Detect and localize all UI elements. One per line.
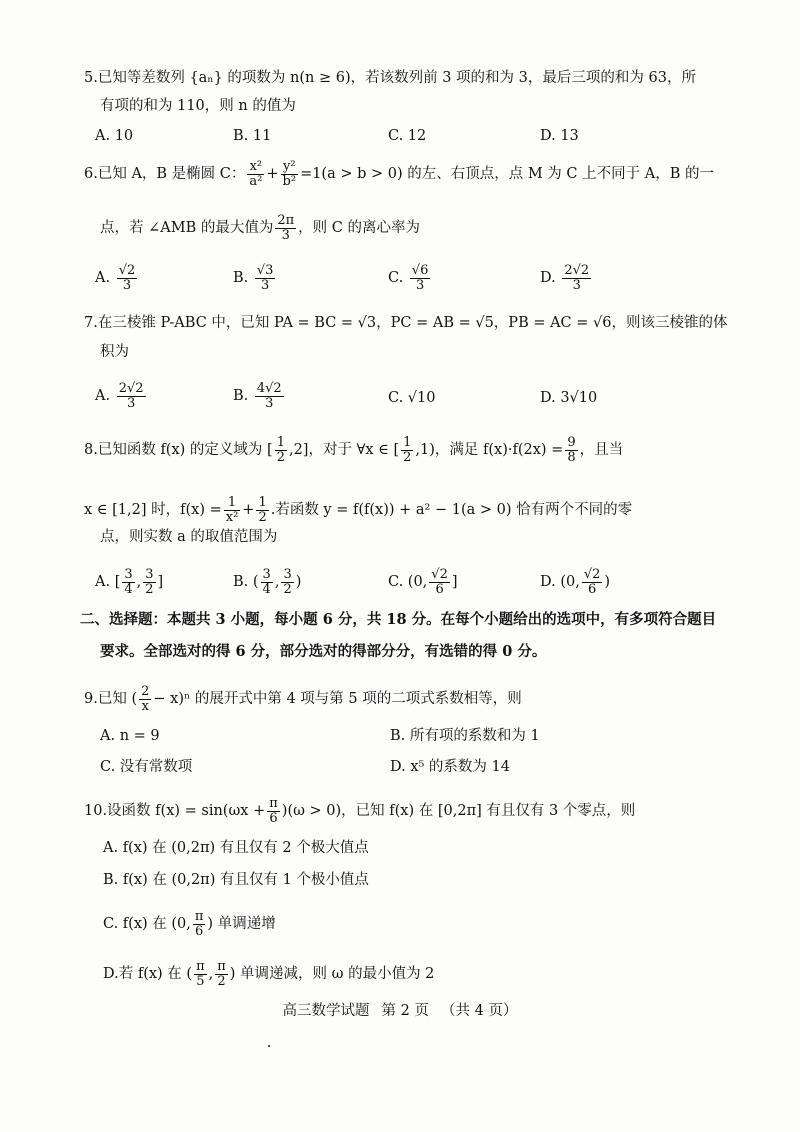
q7-option-d (540, 388, 597, 408)
q6-option-b-num: √3 (256, 263, 274, 278)
q6-option-a-num: √2 (118, 263, 136, 278)
q10-option-d-pre: D.若 f(x) 在 ( (103, 966, 193, 983)
q6-option-d-frac (562, 264, 591, 292)
q8-option-c-frac (429, 568, 450, 596)
q8-option-b-label: B. (233, 574, 249, 591)
footer-page: 第 2 页 (381, 1003, 429, 1019)
q8-nine: 9 (567, 435, 576, 450)
q8-option-c-open: (0, (407, 574, 428, 591)
q9-stem (84, 685, 522, 713)
q8-option-b-frac2 (281, 568, 293, 596)
q6-frac-y-num: y² (281, 160, 299, 175)
q10-option-d-frac2 (215, 960, 228, 988)
q7-option-a (95, 382, 148, 410)
q8-option-c-num: √2 (431, 567, 448, 582)
q5-option-d: D. 13 (540, 128, 579, 144)
q8-option-b-n2: 3 (283, 567, 292, 582)
q5-stem-line1: 5.已知等差数列 {aₙ} 的项数为 n(n ≥ 6)，若该数列前 3 项的和为 3，最后三项的和为 63，所 (84, 70, 696, 86)
q6-option-a-den: 3 (122, 277, 132, 293)
q6-stem-line1 (84, 160, 714, 188)
q10-option-d-d1: 5 (196, 973, 205, 989)
q9-option-c: C. 没有常数项 (100, 759, 193, 775)
q8-option-b-n1: 3 (262, 567, 271, 582)
q8-half-den-3: 2 (258, 509, 267, 525)
q8-option-b-frac1 (261, 568, 273, 596)
q7-option-b-den: 3 (265, 395, 274, 411)
q8-option-a-close: ] (157, 574, 164, 591)
q7-option-b-label: B. (233, 388, 249, 405)
q8-l1c: ,1)，满足 f(x)·f(2x) = (415, 442, 564, 459)
section2-heading-line1: 二、选择题：本题共 3 小题，每小题 6 分，共 18 分。在每个小题给出的选项中，有多项符合题目 (80, 611, 717, 628)
q8-option-a: A. [ $\frac{3}{4}$ , $\frac{3}{2}$ ] (95, 567, 164, 597)
q6-option-d-label: D. (540, 270, 556, 287)
q8-option-a-frac1 (122, 568, 134, 596)
q8-half-num-1: 1 (276, 435, 285, 450)
q5-option-b: B. 11 (233, 128, 272, 144)
q5-option-c: C. 12 (388, 128, 427, 144)
q8-stem-line2 (84, 496, 632, 524)
q7-option-a-label: A. (95, 388, 111, 405)
q8-half-den-2: 2 (403, 449, 412, 465)
q8-option-a-n2: 3 (145, 567, 154, 582)
q10-option-d-n2: π (217, 959, 226, 974)
q10-option-d: D.若 f(x) 在 ( $\frac{\pi}{5}$ , $\frac{\pi}{2}$ ) 单调递减，则 ω 的最小值为 2 (103, 959, 435, 989)
q6-option-a-label: A. (95, 270, 111, 287)
q7-stem-line2: 积为 (100, 344, 129, 360)
q8-option-b-open: ( (252, 574, 259, 591)
q8-half-num-2: 1 (403, 435, 412, 450)
q7-option-c (388, 388, 436, 408)
q6-option-c-num: √6 (411, 263, 429, 278)
q7-option-b (233, 382, 286, 410)
q6-line2-pre: 点，若 ∠AMB 的最大值为 (100, 220, 274, 237)
q8-recip-den: x² (225, 509, 239, 525)
q8-option-a-d1: 4 (124, 581, 133, 597)
q8-option-a-frac2 (143, 568, 155, 596)
section2-heading-line2: 要求。全部选对的得 6 分，部分选对的得部分分，有选错的得 0 分。 (100, 643, 547, 660)
q10-frac-den: 6 (269, 810, 278, 826)
q10-post: )(ω > 0)，已知 f(x) 在 [0,2π] 有且仅有 3 个零点，则 (281, 803, 636, 820)
q8-l2b: .若函数 y = f(f(x)) + a² − 1(a > 0) 恰有两个不同的零 (270, 502, 633, 519)
q6-option-a-frac (117, 264, 138, 292)
q8-option-c-label: C. (388, 574, 404, 591)
q6-prefix: 6.已知 A，B 是椭圆 C： (84, 166, 246, 183)
q9-pre: 9.已知 ( (84, 691, 138, 708)
q6-option-b-label: B. (233, 270, 249, 287)
q10-option-a: A. f(x) 在 (0,2π) 有且仅有 2 个极大值点 (103, 840, 369, 856)
scan-speck (268, 1045, 270, 1047)
q6-option-c (388, 264, 432, 292)
q6-option-d (540, 264, 593, 292)
q8-recip-x2 (224, 496, 241, 524)
q8-option-c-close: ] (451, 574, 458, 591)
q8-l1d: ，且当 (579, 442, 624, 459)
q6-frac-x-den: a² (249, 173, 263, 189)
q8-option-d-open: (0, (560, 574, 580, 591)
q7-option-d-value: 3√10 (560, 390, 598, 406)
q9-option-b: B. 所有项的系数和为 1 (390, 728, 540, 744)
q6-option-c-den: 3 (415, 277, 425, 293)
q8-option-b-d1: 4 (262, 581, 271, 597)
q8-option-d-frac (582, 568, 603, 596)
footer-total: （共 4 页） (441, 1003, 518, 1019)
q10-option-c-post: ) 单调递增 (207, 916, 276, 933)
q6-frac-y-den: b² (282, 173, 297, 189)
q8-option-b-d2: 2 (283, 581, 292, 597)
q6-frac-x-num: x² (247, 160, 264, 175)
q8-half-frac-1 (275, 436, 287, 464)
q8-option-a-d2: 2 (145, 581, 154, 597)
q6-frac-y (281, 160, 299, 188)
q8-option-b-close: ) (295, 574, 302, 591)
q6-option-b (233, 264, 277, 292)
q6-option-c-frac (410, 264, 431, 292)
q8-half-den-1: 2 (276, 449, 285, 465)
q10-option-c-frac (193, 910, 206, 938)
q7-option-a-num: 2√2 (118, 381, 144, 396)
q6-plus: + (266, 166, 279, 183)
q6-angle-den: 3 (281, 227, 290, 243)
q6-line2-post: ，则 C 的离心率为 (298, 220, 420, 237)
q6-angle-num: 2π (277, 213, 295, 228)
q8-l2a: x ∈ [1,2] 时，f(x) = (84, 502, 222, 519)
q6-frac-x (247, 160, 264, 188)
q8-option-d-den: 6 (587, 581, 597, 597)
q10-option-c-den: 6 (195, 923, 204, 939)
q10-stem (84, 797, 635, 825)
q8-stem-line3: 点，则实数 a 的取值范围为 (100, 529, 278, 545)
q8-option-c (388, 568, 458, 596)
q10-option-d-frac1 (194, 960, 207, 988)
q10-frac-num: π (269, 796, 278, 811)
q10-option-c (103, 910, 276, 938)
q7-option-c-label: C. (388, 390, 404, 406)
q8-l1a: 8.已知函数 f(x) 的定义域为 [ (84, 442, 273, 459)
q9-option-a: A. n = 9 (100, 728, 160, 744)
q6-option-c-label: C. (388, 270, 404, 287)
q6-angle-frac (275, 214, 296, 242)
q8-l1b: ,2]，对于 ∀x ∈ [ (288, 442, 400, 459)
q8-option-d-num: √2 (583, 567, 601, 582)
q8-half-frac-3 (256, 496, 268, 524)
q8-recip-num: 1 (224, 496, 241, 511)
q10-option-d-n1: π (196, 959, 205, 974)
q10-pre: 10.设函数 f(x) = sin(ωx + (84, 803, 266, 820)
q8-nine-eighths (565, 436, 577, 464)
q8-option-a-open: [ (114, 574, 121, 591)
q7-option-b-num: 4√2 (256, 381, 282, 396)
q8-option-a-label: A. (95, 574, 111, 591)
q5-stem-line2: 有项的和为 110，则 n 的值为 (100, 98, 296, 114)
q9-frac-den: x (141, 698, 149, 714)
q10-option-d-post: ) 单调递减，则 ω 的最小值为 2 (229, 966, 435, 983)
q6-option-b-frac (255, 264, 276, 292)
q8-half-num-3: 1 (258, 495, 267, 510)
q8-plus: + (242, 502, 255, 519)
q8-option-c-den: 6 (435, 581, 444, 597)
q9-frac (139, 685, 151, 713)
q6-stem-line2 (100, 214, 420, 242)
q7-stem-line1: 7.在三棱锥 P-ABC 中，已知 PA = BC = √3，PC = AB = √5，PB = AC = √6，则该三棱锥的体 (84, 315, 728, 331)
q10-option-b: B. f(x) 在 (0,2π) 有且仅有 1 个极小值点 (103, 872, 369, 888)
q6-suffix: =1(a > b > 0) 的左、右顶点，点 M 为 C 上不同于 A，B 的一 (300, 166, 714, 183)
q6-option-d-num: 2√2 (564, 263, 590, 278)
page-footer (0, 999, 800, 1020)
q6-option-b-den: 3 (261, 277, 270, 293)
q10-option-c-pre: C. f(x) 在 (0, (103, 916, 191, 933)
q7-option-b-frac (255, 382, 284, 410)
q8-half-frac-2 (401, 436, 413, 464)
q7-option-c-value: √10 (407, 390, 436, 406)
q6-option-d-den: 3 (572, 277, 581, 293)
q9-option-d: D. x⁵ 的系数为 14 (390, 759, 510, 775)
q10-option-d-d2: 2 (217, 973, 226, 989)
q8-option-d-label: D. (540, 574, 556, 591)
q6-option-a (95, 264, 139, 292)
q8-option-d (540, 568, 610, 596)
q8-option-d-close: ) (604, 574, 611, 591)
q7-option-d-label: D. (540, 390, 556, 406)
q10-frac (267, 797, 280, 825)
footer-title: 高三数学试题 (282, 1003, 370, 1019)
q10-option-c-num: π (194, 909, 204, 924)
q9-post: − x)ⁿ 的展开式中第 4 项与第 5 项的二项式系数相等，则 (153, 691, 522, 708)
q7-option-a-den: 3 (126, 395, 136, 411)
q8-eight: 8 (567, 449, 576, 465)
q8-option-a-n1: 3 (124, 567, 133, 582)
q8-option-b: B. ( $\frac{3}{4}$ , $\frac{3}{2}$ ) (233, 567, 302, 597)
q9-frac-num: 2 (141, 684, 150, 699)
q7-option-a-frac (117, 382, 146, 410)
q8-stem-line1 (84, 436, 623, 464)
q5-option-a: A. 10 (95, 128, 134, 144)
